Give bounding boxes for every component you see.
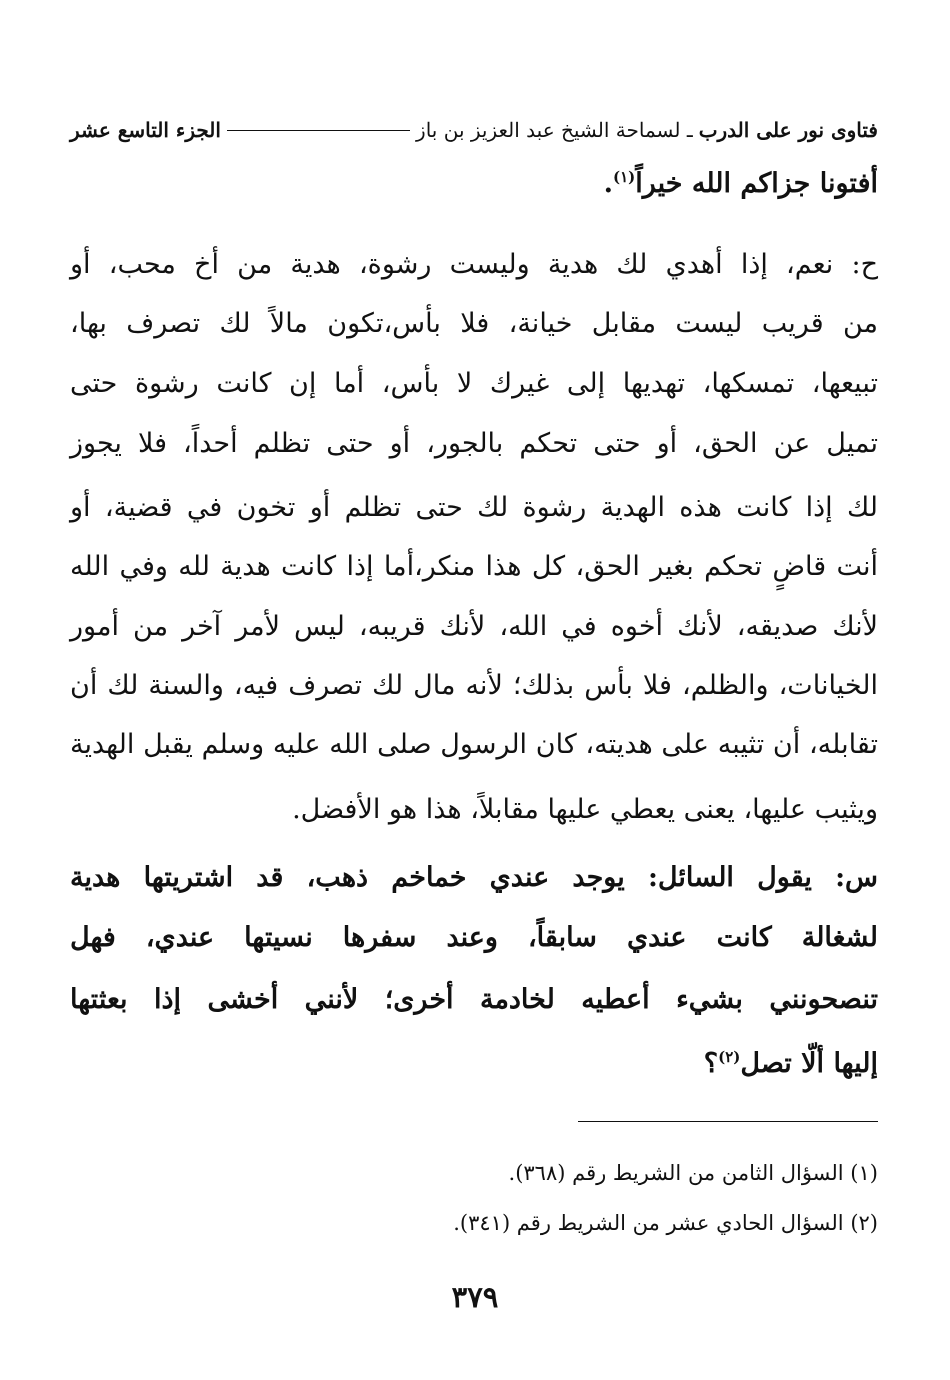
running-header [70,118,878,142]
question-line-last [70,1044,878,1084]
intro-text: أفتونا جزاكم الله خيراً [635,168,878,199]
answer-line: تبيعها، تمسكها، تهديها إلى غيرك لا بأس، أما إن كانت رشوة حتى [70,368,878,399]
footnote-2: (٢) السؤال الحادي عشر من الشريط رقم (٣٤١). [453,1211,878,1235]
answer-line: تقابله، أن تثيبه على هديته، كان الرسول صلى الله عليه وسلم يقبل الهدية [70,729,878,760]
footnote-separator [578,1121,878,1122]
question-line: تنصحونني بشيء أعطيه لخادمة أخرى؛ لأنني أخشى إذا بعثتها [70,984,878,1015]
book-title: فتاوى نور على الدرب [698,118,878,142]
question-line: لشغالة كانت عندي سابقاً، وعند سفرها نسيتها عندي، فهل [70,922,878,953]
header-rule [227,130,410,131]
footnote-1: (١) السؤال الثامن من الشريط رقم (٣٦٨). [508,1161,878,1185]
intro-line [70,164,878,204]
author-name: ـ لسماحة الشيخ عبد العزيز بن باز [416,118,693,142]
answer-line: ويثيب عليها، يعنى يعطي عليها مقابلاً، هذا هو الأفضل. [292,794,878,825]
answer-line: أنت قاضٍ تحكم بغير الحق، كل هذا منكر،أما إذا كانت هدية لله وفي الله [70,551,878,582]
answer-line: تميل عن الحق، أو حتى تحكم بالجور، أو حتى تظلم أحداً، فلا يجوز [70,428,878,459]
answer-line: لأنك صديقه، لأنك أخوه في الله، لأنك قريبه، ليس لأمر آخر من أمور [70,611,878,642]
answer-line: لك إذا كانت هذه الهدية رشوة لك حتى تظلم أو تخون في قضية، أو [70,492,878,523]
intro-tail: . [603,168,613,199]
page-number: ٣٧٩ [451,1280,499,1314]
volume-part: الجزء التاسع عشر [70,118,221,142]
answer-line: الخيانات، والظلم، فلا بأس بذلك؛ لأنه مال لك تصرف فيه، والسنة لك أن [70,670,878,701]
answer-line: من قريب ليست مقابل خيانة، فلا بأس،تكون مالاً لك تصرف بها، [70,308,878,339]
footnote-ref-2: (٢) [718,1048,741,1066]
question-line: س: يقول السائل: يوجد عندي خماخم ذهب، قد اشتريتها هدية [70,862,878,893]
question-tail: ؟ [703,1048,719,1079]
answer-line: ح: نعم، إذا أهدي لك هدية وليست رشوة، هدية من أخ محب، أو [70,249,878,280]
footnote-ref-1: (١) [612,168,636,186]
question-last-text: إليها ألّا تصل [740,1048,878,1079]
